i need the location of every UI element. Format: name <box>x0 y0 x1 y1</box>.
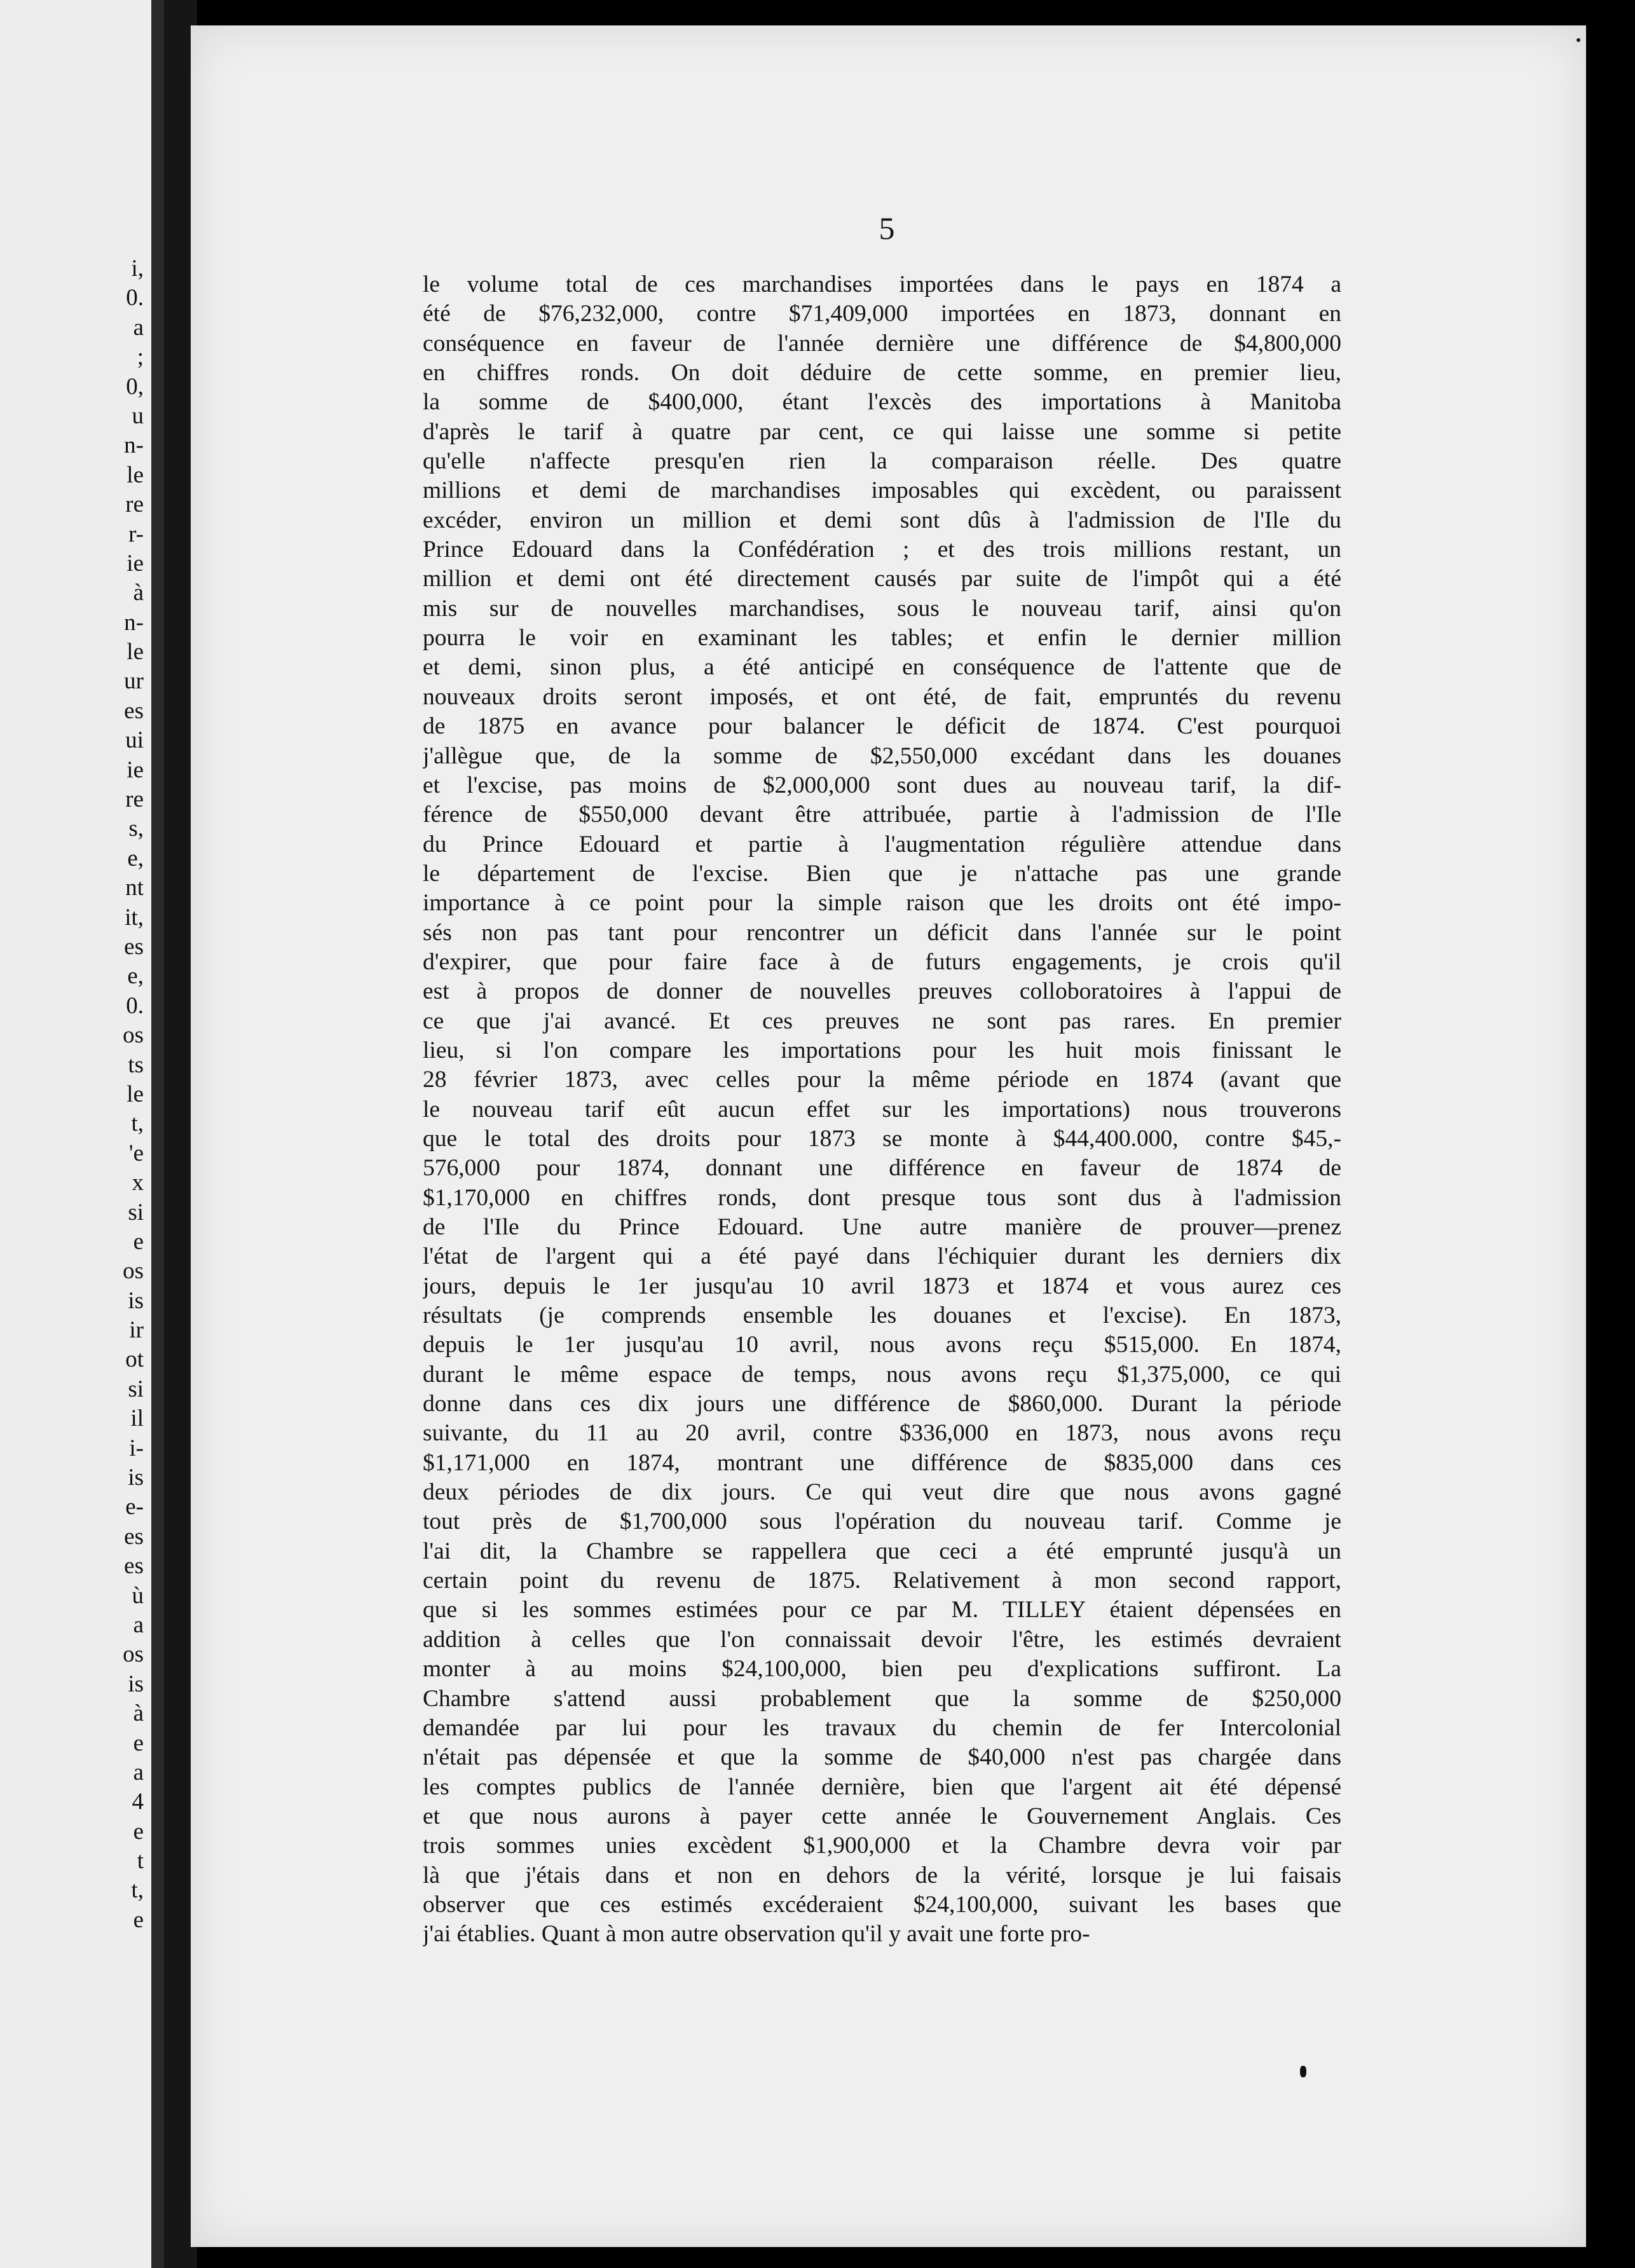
previous-page-fragment: i, <box>131 256 144 282</box>
text-line: $1,170,000 en chiffres ronds, dont presque tous sont dus à l'admission <box>423 1184 1341 1211</box>
previous-page-fragment: ; <box>137 344 144 371</box>
previous-page-fragment: is <box>128 1287 144 1314</box>
text-line: mis sur de nouvelles marchandises, sous le nouveau tarif, ainsi qu'on <box>423 595 1341 622</box>
text-line: depuis le 1er jusqu'au 10 avril, nous avons reçu $515,000. En 1874, <box>423 1332 1341 1358</box>
previous-page-fragment: a <box>133 314 144 341</box>
previous-page-fragment: n- <box>124 609 144 636</box>
text-line: été de $76,232,000, contre $71,409,000 importées en 1873, donnant en <box>423 301 1341 327</box>
text-line: là que j'étais dans et non en dehors de la vérité, lorsque je lui faisais <box>423 1862 1341 1889</box>
text-line: d'après le tarif à quatre par cent, ce qui laisse une somme si petite <box>423 418 1341 445</box>
text-line: lieu, si l'on compare les importations pour les huit mois finissant le <box>423 1037 1341 1063</box>
previous-page-fragment: is <box>128 1465 144 1491</box>
previous-page-fragment: ur <box>124 668 144 695</box>
previous-page-fragment: es <box>124 1523 144 1550</box>
text-line: en chiffres ronds. On doit déduire de cette somme, en premier lieu, <box>423 360 1341 386</box>
text-line: addition à celles que l'on connaissait devoir l'être, les estimés devraient <box>423 1626 1341 1653</box>
previous-page-edge <box>0 0 164 2268</box>
previous-page-fragment: os <box>123 1641 144 1668</box>
previous-page-fragment: ts <box>128 1051 144 1078</box>
text-line: nouveaux droits seront imposés, et ont été, de fait, empruntés du revenu <box>423 683 1341 710</box>
previous-page-shadow <box>151 0 164 2268</box>
previous-page-fragment: 'e <box>128 1140 144 1166</box>
previous-page-fragment: e <box>133 1818 144 1845</box>
text-line: observer que ces estimés excéderaient $24,100,000, suivant les bases que <box>423 1891 1341 1918</box>
speck-mark <box>1577 38 1580 42</box>
previous-page-fragment: 0, <box>126 373 144 400</box>
text-line: deux périodes de dix jours. Ce qui veut dire que nous avons gagné <box>423 1479 1341 1506</box>
text-line: du Prince Edouard et partie à l'augmentation régulière attendue dans <box>423 831 1341 857</box>
text-line: résultats (je comprends ensemble les douanes et l'excise). En 1873, <box>423 1302 1341 1329</box>
text-line: trois sommes unies excèdent $1,900,000 et la Chambre devra voir par <box>423 1833 1341 1859</box>
previous-page-fragment: à <box>133 1700 144 1727</box>
text-line: le nouveau tarif eût aucun effet sur les importations) nous trouverons <box>423 1096 1341 1123</box>
text-line: million et demi ont été directement causés par suite de l'impôt qui a été <box>423 566 1341 592</box>
text-line: Prince Edouard dans la Confédération ; et des trois millions restant, un <box>423 536 1341 563</box>
text-line: et que nous aurons à payer cette année le Gouvernement Anglais. Ces <box>423 1803 1341 1829</box>
previous-page-fragment: t <box>137 1848 144 1875</box>
previous-page-fragment: ù <box>132 1582 144 1609</box>
text-line: pourra le voir en examinant les tables; et enfin le dernier million <box>423 625 1341 652</box>
previous-page-fragment: 4 <box>132 1789 144 1815</box>
text-line: l'ai dit, la Chambre se rappellera que ceci a été emprunté jusqu'à un <box>423 1538 1341 1564</box>
previous-page-fragment: si <box>128 1199 144 1226</box>
text-line: excéder, environ un million et demi sont dûs à l'admission de l'Ile du <box>423 507 1341 533</box>
text-line: demandée par lui pour les travaux du chemin de fer Intercolonial <box>423 1714 1341 1741</box>
previous-page-fragment: le <box>127 461 144 488</box>
text-line: donne dans ces dix jours une différence de $860,000. Durant la période <box>423 1391 1341 1418</box>
text-line: conséquence en faveur de l'année dernière une différence de $4,800,000 <box>423 330 1341 357</box>
previous-page-fragment: os <box>123 1022 144 1049</box>
previous-page-fragment: es <box>124 1553 144 1580</box>
previous-page-fragment: t, <box>131 1877 144 1904</box>
previous-page-fragment: e, <box>127 963 144 990</box>
text-line: de 1875 en avance pour balancer le déficit de 1874. C'est pourquoi <box>423 713 1341 740</box>
previous-page-fragment: e- <box>125 1494 144 1520</box>
body-text <box>423 270 1341 1950</box>
previous-page-fragment: n- <box>124 432 144 459</box>
page-number: 5 <box>879 210 895 246</box>
text-line: Chambre s'attend aussi probablement que la somme de $250,000 <box>423 1685 1341 1712</box>
text-line: férence de $550,000 devant être attribuée, partie à l'admission de l'Ile <box>423 802 1341 828</box>
text-line: n'était pas dépensée et que la somme de $40,000 n'est pas chargée dans <box>423 1744 1341 1771</box>
previous-page-fragment: ir <box>129 1317 144 1344</box>
previous-page-fragment: is <box>128 1670 144 1697</box>
previous-page-fragment: re <box>125 491 144 518</box>
previous-page-fragment: x <box>132 1170 144 1196</box>
text-line: la somme de $400,000, étant l'excès des importations à Manitoba <box>423 389 1341 416</box>
text-line: 28 février 1873, avec celles pour la même période en 1874 (avant que <box>423 1067 1341 1093</box>
text-line: $1,171,000 en 1874, montrant une différence de $835,000 dans ces <box>423 1449 1341 1476</box>
previous-page-fragment: it, <box>125 904 144 931</box>
text-line: monter à au moins $24,100,000, bien peu d'explications suffiront. La <box>423 1656 1341 1683</box>
previous-page-fragment: le <box>127 1081 144 1107</box>
text-line: que si les sommes estimées pour ce par M. TILLEY étaient dépensées en <box>423 1597 1341 1623</box>
previous-page-fragment: ie <box>127 550 144 577</box>
text-line: d'expirer, que pour faire face à de futurs engagements, je crois qu'il <box>423 948 1341 975</box>
text-line: j'ai établies. Quant à mon autre observation qu'il y avait une forte pro- <box>423 1921 1090 1948</box>
previous-page-fragment: ie <box>127 756 144 783</box>
previous-page-fragment: re <box>125 786 144 813</box>
text-line: jours, depuis le 1er jusqu'au 10 avril 1873 et 1874 et vous aurez ces <box>423 1273 1341 1299</box>
text-line: j'allègue que, de la somme de $2,550,000 excédant dans les douanes <box>423 742 1341 769</box>
previous-page-fragment: s, <box>128 816 144 842</box>
text-line: que le total des droits pour 1873 se monte à $44,400.000, contre $45,- <box>423 1125 1341 1152</box>
previous-page-fragment: u <box>132 402 144 429</box>
text-line: durant le même espace de temps, nous avons reçu $1,375,000, ce qui <box>423 1361 1341 1388</box>
text-line: certain point du revenu de 1875. Relativement à mon second rapport, <box>423 1568 1341 1594</box>
previous-page-fragment: t, <box>131 1110 144 1137</box>
speck-mark <box>1300 2066 1306 2077</box>
previous-page-fragment: r- <box>128 521 144 547</box>
previous-page-fragment: 0. <box>126 992 144 1019</box>
text-line: le volume total de ces marchandises importées dans le pays en 1874 a <box>423 271 1341 297</box>
previous-page-fragment: es <box>124 697 144 724</box>
previous-page-text-fragments <box>0 254 151 1935</box>
text-line: qu'elle n'affecte presqu'en rien la comparaison réelle. Des quatre <box>423 448 1341 475</box>
previous-page-fragment: os <box>123 1258 144 1285</box>
previous-page-fragment: a <box>133 1611 144 1638</box>
previous-page-fragment: es <box>124 933 144 960</box>
previous-page-fragment: le <box>127 639 144 666</box>
text-line: l'état de l'argent qui a été payé dans l'échiquier durant les derniers dix <box>423 1243 1341 1270</box>
previous-page-fragment: si <box>128 1376 144 1402</box>
text-line: tout près de $1,700,000 sous l'opération du nouveau tarif. Comme je <box>423 1508 1341 1535</box>
text-line: et l'excise, pas moins de $2,000,000 sont dues au nouveau tarif, la dif- <box>423 772 1341 798</box>
previous-page-fragment: e <box>133 1906 144 1933</box>
text-line: suivante, du 11 au 20 avril, contre $336,000 en 1873, nous avons reçu <box>423 1420 1341 1447</box>
text-line: importance à ce point pour la simple raison que les droits ont été impo- <box>423 890 1341 917</box>
previous-page-fragment: i- <box>129 1435 144 1461</box>
text-line: ce que j'ai avancé. Et ces preuves ne sont pas rares. En premier <box>423 1008 1341 1034</box>
previous-page-fragment: e <box>133 1228 144 1255</box>
previous-page-fragment: ui <box>125 727 144 754</box>
previous-page-fragment: e <box>133 1730 144 1756</box>
text-line: et demi, sinon plus, a été anticipé en conséquence de l'attente que de <box>423 654 1341 681</box>
previous-page-fragment: a <box>133 1759 144 1786</box>
text-line: 576,000 pour 1874, donnant une différence en faveur de 1874 de <box>423 1155 1341 1182</box>
previous-page-fragment: 0. <box>126 285 144 311</box>
previous-page-fragment: il <box>130 1405 144 1432</box>
text-line: est à propos de donner de nouvelles preuves colloboratoires à l'appui de <box>423 978 1341 1005</box>
previous-page-fragment: ot <box>125 1346 144 1373</box>
previous-page-fragment: nt <box>125 875 144 901</box>
text-line: sés non pas tant pour rencontrer un déficit dans l'année sur le point <box>423 919 1341 946</box>
text-line: les comptes publics de l'année dernière, bien que l'argent ait été dépensé <box>423 1773 1341 1800</box>
text-line: de l'Ile du Prince Edouard. Une autre manière de prouver—prenez <box>423 1214 1341 1240</box>
text-line: millions et demi de marchandises imposables qui excèdent, ou paraissent <box>423 477 1341 504</box>
text-line: le département de l'excise. Bien que je n'attache pas une grande <box>423 860 1341 887</box>
previous-page-fragment: à <box>133 580 144 606</box>
document-page <box>191 25 1586 2247</box>
previous-page-fragment: e, <box>127 845 144 871</box>
